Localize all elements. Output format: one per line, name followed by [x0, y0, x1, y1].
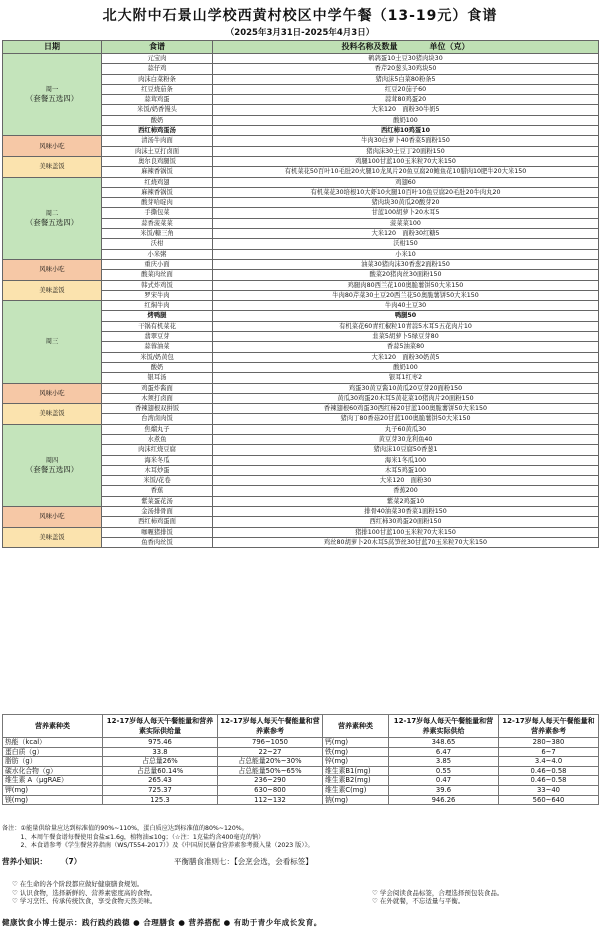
dish-name: 清汤牛肉面 — [102, 136, 213, 146]
dish-ingredients: 酸奶100 — [213, 115, 599, 125]
dish-ingredients: 西红柿30鸡蛋20面粉150 — [213, 517, 599, 527]
nutrient-name: 铁(mg) — [323, 747, 389, 757]
dish-name: 焦熘丸子 — [102, 424, 213, 434]
dish-name: 肉沫土豆打卤面 — [102, 146, 213, 156]
nutrient-value: 560~640 — [499, 795, 599, 805]
menu-row — [3, 156, 599, 166]
day-label — [3, 54, 102, 136]
snack-label — [3, 383, 102, 404]
tips-title: 营养小知识： — [2, 857, 47, 866]
group-label: 美味盖饭 — [39, 286, 65, 294]
nutrient-name: 钠(mg) — [323, 795, 389, 805]
dish-name: 奥尔良鸡腿饭 — [102, 156, 213, 166]
dish-name: 米饭/花卷 — [102, 476, 213, 486]
dish-ingredients: 鸭腿50 — [213, 311, 599, 321]
dish-ingredients: 甘蓝100胡萝卜20木耳5 — [213, 208, 599, 218]
dish-name: 鸡蛋炸酱面 — [102, 383, 213, 393]
day-label — [3, 424, 102, 506]
tip-row — [12, 897, 600, 906]
nutrient-name: 维生素B1(mg) — [323, 766, 389, 776]
rice-label — [3, 404, 102, 425]
nutrition-row — [3, 785, 599, 795]
dish-ingredients: 香蒜5油菜80 — [213, 342, 599, 352]
nutrient-value: 0.55 — [389, 766, 499, 776]
dish-ingredients: 韭菜5胡萝卜5绿豆芽80 — [213, 332, 599, 342]
tip-row — [12, 889, 600, 898]
dish-ingredients: 大米120 面粉30奶黄5 — [213, 352, 599, 362]
nutrient-value: 6.47 — [389, 747, 499, 757]
nutrient-name: 热能（kcal） — [3, 738, 103, 748]
menu-row — [3, 507, 599, 517]
dish-ingredients: 丸子60黄瓜30 — [213, 424, 599, 434]
dish-ingredients: 香蕉200 — [213, 486, 599, 496]
dish-ingredients: 排骨40油菜30香菜1面粉150 — [213, 507, 599, 517]
dish-name: 西红柿鸡蛋面 — [102, 517, 213, 527]
nutrient-value: 630~800 — [218, 785, 323, 795]
menu-table — [2, 40, 599, 548]
tip-row — [12, 880, 600, 889]
nutrient-name: 碳水化合物（g） — [3, 766, 103, 776]
nutrition-header-cell: 12-17岁每人每天午餐能量和营养素参考 — [218, 715, 323, 738]
nutrient-name: 钙(mg) — [323, 738, 389, 748]
tip-item: ♡ 学会阅读食品标签，合理选择预包装食品。 — [372, 888, 504, 897]
dish-name: 银耳汤 — [102, 373, 213, 383]
snack-label — [3, 507, 102, 528]
nutrient-value: 265.43 — [103, 776, 218, 786]
group-sublabel: （套餐五选四） — [25, 94, 79, 104]
menu-header-row — [3, 41, 599, 54]
dish-ingredients: 鸡翅60 — [213, 177, 599, 187]
dish-ingredients: 猪肉沫30土豆丁20面粉150 — [213, 146, 599, 156]
nutrient-name: 锌(mg) — [323, 757, 389, 767]
dish-ingredients: 酸奶100 — [213, 362, 599, 372]
nutrient-value: 946.26 — [389, 795, 499, 805]
group-label: 周三 — [45, 338, 59, 346]
dish-ingredients: 红豆20茄子60 — [213, 84, 599, 94]
header-ingredients: 投料名称及数量 单位（克） — [213, 41, 599, 54]
rice-label — [3, 280, 102, 301]
menu-row — [3, 301, 599, 311]
nutrient-value: 6~7 — [499, 747, 599, 757]
nutrition-row — [3, 757, 599, 767]
dish-ingredients: 银耳1红枣2 — [213, 373, 599, 383]
nutrient-value: 占总量26% — [103, 757, 218, 767]
nutrition-row — [3, 738, 599, 748]
day-label — [3, 301, 102, 383]
dish-name: 麻辣香锅饭 — [102, 167, 213, 177]
group-label: 周二 — [45, 209, 59, 217]
dish-ingredients: 小米10 — [213, 249, 599, 259]
date-range: （2025年3月31日-2025年4月3日） — [225, 28, 375, 38]
rice-label — [3, 156, 102, 177]
tip-item: ♡ 学习烹饪、传承传统饮食，享受食物天然美味。 — [12, 897, 157, 906]
header-date: 日期 — [3, 41, 102, 54]
dish-name: 红焖牛肉 — [102, 301, 213, 311]
nutrient-value: 125.3 — [103, 795, 218, 805]
dish-ingredients: 有机菜花30培根10大虾10火腿10百叶10鱼豆腐20毛肚20牛肉丸20 — [213, 187, 599, 197]
dish-ingredients: 猪肉沫10豆腐50香葱1 — [213, 445, 599, 455]
dish-ingredients: 鹌鹑蛋10土豆30猪肉块30 — [213, 54, 599, 64]
note-line: 备注：①能量供给量应达到标准值的90%~110%，蛋白质应达到标准值的80%~120%。 — [2, 825, 248, 832]
nutrition-header-cell: 12-17岁每人每天午餐能量和营养素参考 — [499, 715, 599, 738]
dish-name: 金汤排骨面 — [102, 507, 213, 517]
dish-name: 海米冬瓜 — [102, 455, 213, 465]
dish-ingredients: 沃柑150 — [213, 239, 599, 249]
dish-name: 鱼香肉丝饭 — [102, 537, 213, 547]
dish-ingredients: 猪排100甘蓝100玉米粒70大米150 — [213, 527, 599, 537]
dish-ingredients: 猪肉块30黄瓜20酸芽20 — [213, 198, 599, 208]
dish-ingredients: 菠菜菜100 — [213, 218, 599, 228]
nutrition-header-row — [3, 715, 599, 738]
dish-ingredients: 黄瓜30鸡蛋20木耳5黄花菜10猪肉片20面粉150 — [213, 393, 599, 403]
dish-name: 酸奶 — [102, 115, 213, 125]
dish-ingredients: 海米1冬瓜100 — [213, 455, 599, 465]
menu-row — [3, 54, 599, 64]
dish-name: 罗宋牛肉 — [102, 290, 213, 300]
nutrient-name: 维生素C(mg) — [323, 785, 389, 795]
dish-name: 台湾卤肉饭 — [102, 414, 213, 424]
group-label: 风味小吃 — [39, 266, 65, 274]
dish-ingredients: 酸菜20猪肉丝30面粉150 — [213, 270, 599, 280]
dish-name: 蒜茸鸡蛋 — [102, 95, 213, 105]
nutrient-value: 0.46~0.58 — [499, 766, 599, 776]
page-title: 北大附中石景山学校西黄村校区中学午餐（13-19元）食谱 — [102, 8, 498, 24]
dish-name: 韩式炸鸡饭 — [102, 280, 213, 290]
snack-label — [3, 259, 102, 280]
nutrient-name: 脂肪（g） — [3, 757, 103, 767]
dish-ingredients: 猪肉丁80香菇20甘蓝100奥脆薯饼50大米150 — [213, 414, 599, 424]
dish-name: 肉沫白菜粉条 — [102, 74, 213, 84]
group-label: 美味盖饭 — [39, 410, 65, 418]
day-label — [3, 177, 102, 259]
dish-ingredients: 猪肉沫5白菜80粉条5 — [213, 74, 599, 84]
group-label: 美味盖饭 — [39, 533, 65, 541]
dish-ingredients: 有机菜花50百叶10毛肚20火腿10龙凤片20鱼豆腐20鲍鱼花10腊肉10肥牛20大米150 — [213, 167, 599, 177]
nutrient-name: 维生素 A（μgRAE） — [3, 776, 103, 786]
nutrition-header-cell: 营养素种类 — [3, 715, 103, 738]
group-sublabel: （套餐五选四） — [25, 217, 79, 227]
dish-name: 蒜蓉油菜 — [102, 342, 213, 352]
dish-name: 重庆小面 — [102, 259, 213, 269]
tips-count: （7） — [61, 857, 82, 866]
dish-name: 红烧鸡翅 — [102, 177, 213, 187]
dish-name: 烤鸭腿 — [102, 311, 213, 321]
dish-ingredients: 木耳5鸡蛋100 — [213, 465, 599, 475]
dish-name: 水煮鱼 — [102, 434, 213, 444]
nutrient-value: 112~132 — [218, 795, 323, 805]
nutrient-value: 348.65 — [389, 738, 499, 748]
dish-ingredients: 牛肉80芹菜30土豆20西兰花50奥脆薯饼50大米150 — [213, 290, 599, 300]
nutrition-row — [3, 747, 599, 757]
nutrient-name: 镁(mg) — [3, 795, 103, 805]
nutrient-value: 725.37 — [103, 785, 218, 795]
nutrition-table — [2, 714, 599, 805]
menu-row — [3, 424, 599, 434]
dish-name: 紫菜蛋花汤 — [102, 496, 213, 506]
dish-ingredients: 西红柿10鸡蛋10 — [213, 126, 599, 136]
dish-ingredients: 蒜茸80鸡蛋20 — [213, 95, 599, 105]
dish-ingredients: 大米120 面粉30牛奶5 — [213, 105, 599, 115]
nutrition-header-cell: 营养素种类 — [323, 715, 389, 738]
tip-item: ♡ 在外就餐，不忘适量与平衡。 — [372, 897, 465, 906]
dish-name: 蒜香菠菜菜 — [102, 218, 213, 228]
nutrient-value: 0.46~0.58 — [499, 776, 599, 786]
dish-name: 蒜仔鸡 — [102, 64, 213, 74]
nutrition-row — [3, 766, 599, 776]
group-label: 美味盖饭 — [39, 163, 65, 171]
dish-ingredients: 油菜30猪肉沫30香葱2面粉150 — [213, 259, 599, 269]
group-label: 周四 — [45, 456, 59, 464]
nutrition-header-cell: 12-17岁每人每天午餐能量和营养素实际供给量 — [103, 715, 218, 738]
menu-row — [3, 280, 599, 290]
dish-name: 翡翠豆芽 — [102, 332, 213, 342]
dish-name: 香辣翅根双拼饭 — [102, 404, 213, 414]
dish-ingredients: 牛肉30白萝卜40香菜5面粉150 — [213, 136, 599, 146]
snack-label — [3, 136, 102, 157]
tips-theme: 平衡膳食准则七：【会烹会选，会看标签】 — [174, 857, 313, 866]
nutrient-name: 钾(mg) — [3, 785, 103, 795]
dish-ingredients: 黄豆芽30龙利鱼40 — [213, 434, 599, 444]
dish-name: 干锅有机菜花 — [102, 321, 213, 331]
nutrient-value: 0.47 — [389, 776, 499, 786]
dish-ingredients: 香辣翅根60鸡蛋30西红柿20甘蓝100奥脆薯饼50大米150 — [213, 404, 599, 414]
nutrient-value: 占总量60.14% — [103, 766, 218, 776]
dish-ingredients: 鸡腿100甘蓝100玉米粒70大米150 — [213, 156, 599, 166]
dish-name: 酸芽哈啶肉 — [102, 198, 213, 208]
note-line: 1、本周午餐食谱每餐使用食盐≤1.6g，植物油≤10g；（☆注：1克盐约含400毫克的钠） — [2, 833, 265, 841]
nutrient-value: 占总能量20%~30% — [218, 757, 323, 767]
header-dish: 食谱 — [102, 41, 213, 54]
dish-ingredients: 牛肉40土豆30 — [213, 301, 599, 311]
dish-name: 红豆烧茄条 — [102, 84, 213, 94]
footer-slogan: 健康饮食小博士提示：践行践约践德 ● 合理膳食 ● 营养搭配 ● 有助于青少年成长发育。 — [2, 918, 322, 927]
dish-ingredients: 香芹20葱头30鸡块50 — [213, 64, 599, 74]
nutrient-name: 维生素B2(mg) — [323, 776, 389, 786]
dish-name: 米饭/奶黄包 — [102, 352, 213, 362]
menu-row — [3, 404, 599, 414]
group-label: 周一 — [45, 86, 59, 94]
nutrient-value: 3.85 — [389, 757, 499, 767]
note-line: 2、本食谱参考《学生餐营养指南（WS/T554-2017）》及《中国居民膳食营养素参考摄入量（2023 版）》。 — [2, 842, 314, 850]
dish-name: 西红柿鸡蛋汤 — [102, 126, 213, 136]
rice-label — [3, 527, 102, 548]
nutrient-value: 33.8 — [103, 747, 218, 757]
menu-row — [3, 383, 599, 393]
dish-name: 酸奶 — [102, 362, 213, 372]
nutrition-row — [3, 776, 599, 786]
group-sublabel: （套餐五选四） — [25, 465, 79, 475]
dish-name: 小米粥 — [102, 249, 213, 259]
dish-name: 咖喱猪排饭 — [102, 527, 213, 537]
dish-name: 米饭/奶香馒头 — [102, 105, 213, 115]
dish-name: 香蕉 — [102, 486, 213, 496]
nutrient-value: 796~1050 — [218, 738, 323, 748]
nutrient-value: 22~27 — [218, 747, 323, 757]
dish-name: 木耳炒蛋 — [102, 465, 213, 475]
dish-name: 米饭/糖三角 — [102, 229, 213, 239]
dish-name: 沃柑 — [102, 239, 213, 249]
dish-name: 酸菜肉丝面 — [102, 270, 213, 280]
dish-ingredients: 大米120 面粉30 — [213, 476, 599, 486]
nutrient-value: 3.4~4.0 — [499, 757, 599, 767]
dish-name: 元宝肉 — [102, 54, 213, 64]
nutrition-row — [3, 795, 599, 805]
group-label: 风味小吃 — [39, 389, 65, 397]
dish-ingredients: 鸡丝80胡萝卜20木耳5莴笋丝30甘蓝70玉米粒70大米150 — [213, 537, 599, 547]
nutrient-value: 33~40 — [499, 785, 599, 795]
nutrient-value: 39.6 — [389, 785, 499, 795]
dish-name: 麻辣香锅饭 — [102, 187, 213, 197]
tips-list — [12, 880, 600, 906]
menu-row — [3, 259, 599, 269]
dish-name: 肉沫红烧豆腐 — [102, 445, 213, 455]
nutrient-value: 975.46 — [103, 738, 218, 748]
dish-name: 手撕包菜 — [102, 208, 213, 218]
group-label: 风味小吃 — [39, 513, 65, 521]
nutrient-value: 236~290 — [218, 776, 323, 786]
nutrient-value: 占总能量50%~65% — [218, 766, 323, 776]
menu-row — [3, 177, 599, 187]
tip-item: ♡ 认识食物，选择新鲜的、营养素密度高的食物。 — [12, 888, 157, 897]
dish-ingredients: 有机菜花60青红椒粒10青蒜5木耳5五花肉片10 — [213, 321, 599, 331]
notes — [2, 825, 598, 851]
nutrition-header-cell: 12-17岁每人每天午餐能量和营养素实际供给 — [389, 715, 499, 738]
dish-ingredients: 鸡蛋30黄豆酱10黄瓜20豆芽20面粉150 — [213, 383, 599, 393]
tip-item: ♡ 在生命的各个阶段都应做好健康膳食规划。 — [12, 880, 144, 888]
dish-ingredients: 鸡腿肉80西兰花100奥脆薯饼50大米150 — [213, 280, 599, 290]
dish-ingredients: 大米120 面粉30红糖5 — [213, 229, 599, 239]
tips-heading — [2, 856, 598, 867]
nutrient-value: 280~380 — [499, 738, 599, 748]
menu-row — [3, 527, 599, 537]
dish-ingredients: 紫菜2鸡蛋10 — [213, 496, 599, 506]
dish-name: 木须打卤面 — [102, 393, 213, 403]
group-label: 风味小吃 — [39, 142, 65, 150]
menu-row — [3, 136, 599, 146]
nutrient-name: 蛋白质（g） — [3, 747, 103, 757]
